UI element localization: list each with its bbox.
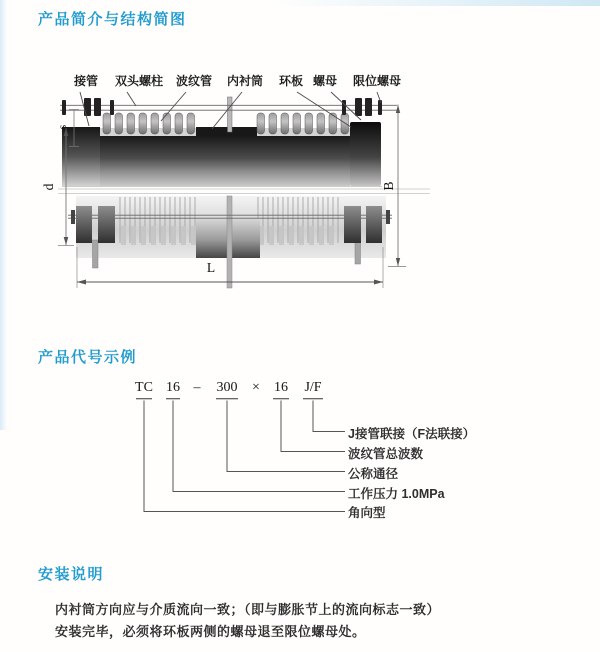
- legend-connection-type: J接管联接（F法联接）: [348, 427, 476, 441]
- right-plate-pin: [355, 240, 361, 264]
- part-label-ring-plate: 环板: [278, 74, 304, 88]
- legend-wave-count: 波纹管总波数: [348, 447, 424, 461]
- legend-nominal-diameter: 公称通径: [348, 467, 399, 481]
- part-label-inner-liner: 内衬筒: [226, 74, 264, 88]
- dim-label-L: L: [206, 260, 216, 275]
- center-guide-pin-top: [228, 97, 233, 132]
- code-part-wave-count: 16: [274, 380, 288, 395]
- part-label-bellows: 波纹管: [175, 74, 213, 88]
- left-plate-pin: [93, 240, 99, 268]
- legend-working-pressure: 工作压力 1.0MPa: [348, 487, 445, 501]
- section-title-code-example: 产品代号示例: [38, 349, 138, 366]
- code-part-times: ×: [252, 380, 260, 395]
- code-part-diameter: 300: [216, 380, 238, 395]
- dim-label-B: B: [381, 181, 396, 191]
- dim-label-d: d: [41, 183, 56, 191]
- code-leader-lines: [130, 395, 355, 517]
- install-note-nut-position: 安装完毕，必须将环板两侧的螺母退至限位螺母处。: [55, 624, 366, 639]
- center-guide-pin: [227, 196, 232, 288]
- lower-section-view: [68, 196, 392, 288]
- install-note-flow-direction: 内衬筒方向应与介质流向一致；（即与膨胀节上的流向标志一致）: [55, 602, 441, 617]
- part-label-nut: 螺母: [312, 74, 338, 88]
- part-label-stud: 双头螺柱: [114, 74, 164, 88]
- code-part-type: TC: [135, 380, 153, 395]
- center-lines: [58, 189, 430, 194]
- part-label-limit-nut: 限位螺母: [352, 74, 402, 88]
- code-part-connection: J/F: [304, 380, 322, 395]
- code-part-dash: –: [193, 380, 201, 395]
- legend-angular-type: 角向型: [348, 506, 386, 520]
- code-part-pressure: 16: [166, 380, 180, 395]
- section-title-intro: 产品简介与结构简图: [38, 11, 187, 28]
- page-edge-tint-left: [0, 0, 7, 430]
- section-title-installation: 安装说明: [38, 566, 105, 583]
- part-label-connecting-pipe: 接管: [73, 74, 99, 88]
- inner-liner-band: [196, 127, 257, 137]
- shell-body: [100, 136, 350, 186]
- dim-label-s: s: [57, 124, 69, 130]
- right-ring-plate-collar: [350, 122, 381, 186]
- page-edge-tint-top: [270, 0, 600, 6]
- upper-exterior-view: [60, 97, 397, 186]
